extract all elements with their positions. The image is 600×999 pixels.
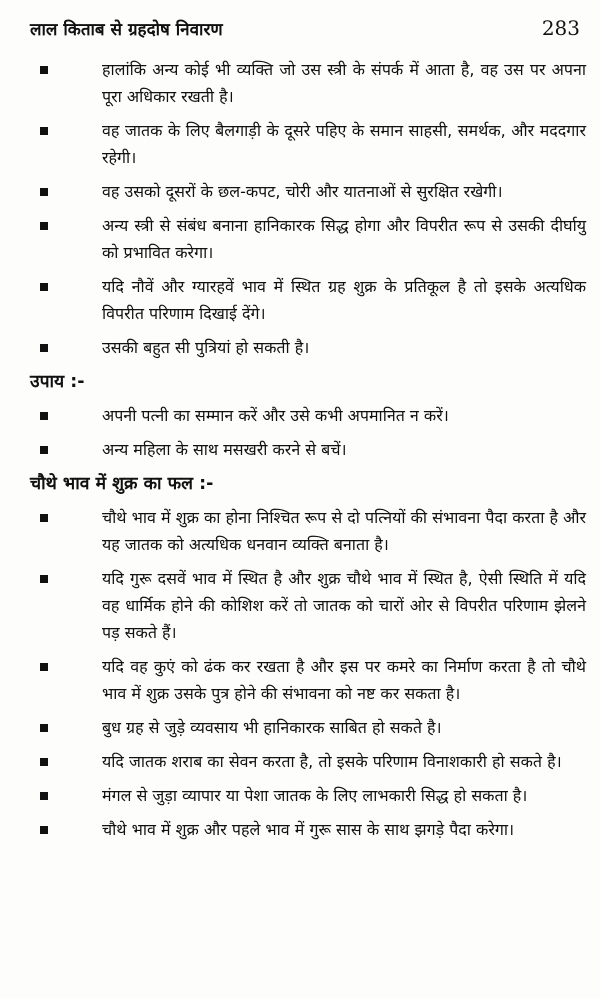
list-item — [30, 117, 586, 171]
list-item-text: अन्य महिला के साथ मसखरी करने से बचें। — [102, 440, 347, 459]
list-item — [30, 178, 586, 205]
header-title: लाल किताब से ग्रहदोष निवारण — [30, 20, 223, 40]
bullet-list-remedies — [30, 402, 586, 463]
bullet-list-fourth-house — [30, 504, 586, 843]
list-item — [30, 273, 586, 327]
page-content — [30, 56, 586, 850]
list-item — [30, 334, 586, 361]
list-item-text: चौथे भाव में शुक्र और पहले भाव में गुरू सास के साथ झगड़े पैदा करेगा। — [102, 820, 515, 839]
page-number: 283 — [541, 16, 580, 40]
list-item — [30, 436, 586, 463]
list-item — [30, 653, 586, 707]
square-bullet-icon — [40, 514, 48, 522]
square-bullet-icon — [40, 283, 48, 291]
square-bullet-icon — [40, 663, 48, 671]
square-bullet-icon — [40, 66, 48, 74]
list-item — [30, 782, 586, 809]
list-item — [30, 402, 586, 429]
list-item-text: उसकी बहुत सी पुत्रियां हो सकती है। — [102, 338, 310, 357]
list-item-text: अन्य स्त्री से संबंध बनाना हानिकारक सिद्ध होगा और विपरीत रूप से उसकी दीर्घायु को प्रभावित करेगा। — [102, 216, 586, 262]
running-header — [30, 16, 580, 44]
square-bullet-icon — [40, 758, 48, 766]
fourth-house-heading: चौथे भाव में शुक्र का फल :- — [30, 474, 214, 494]
list-item-text: हालांकि अन्य कोई भी व्यक्ति जो उस स्त्री के संपर्क में आता है, वह उस पर अपना पूरा अधिकार रखती है। — [102, 60, 586, 106]
remedies-heading: उपाय :- — [30, 372, 85, 392]
square-bullet-icon — [40, 344, 48, 352]
bullet-list-effects — [30, 56, 586, 361]
square-bullet-icon — [40, 127, 48, 135]
list-item — [30, 504, 586, 558]
list-item-text: यदि वह कुएं को ढंक कर रखता है और इस पर कमरे का निर्माण करता है तो चौथे भाव में शुक्र उसके पुत्र होने की संभावना को नष्ट कर सकता है। — [102, 657, 586, 703]
list-item — [30, 56, 586, 110]
square-bullet-icon — [40, 826, 48, 834]
list-item — [30, 748, 586, 775]
square-bullet-icon — [40, 446, 48, 454]
square-bullet-icon — [40, 724, 48, 732]
list-item-text: चौथे भाव में शुक्र का होना निश्चित रूप से दो पत्नियों की संभावना पैदा करता है और यह जातक को अत्यधिक धनवान व्यक्ति बनाता है। — [102, 508, 586, 554]
square-bullet-icon — [40, 575, 48, 583]
square-bullet-icon — [40, 188, 48, 196]
square-bullet-icon — [40, 412, 48, 420]
list-item-text: वह जातक के लिए बैलगाड़ी के दूसरे पहिए के समान साहसी, समर्थक, और मददगार रहेगी। — [102, 121, 586, 167]
list-item-text: यदि नौवें और ग्यारहवें भाव में स्थित ग्रह शुक्र के प्रतिकूल है तो इसके अत्यधिक विपरीत परिणाम दिखाई देंगे। — [102, 277, 586, 323]
list-item — [30, 816, 586, 843]
list-item-text: बुध ग्रह से जुड़े व्यवसाय भी हानिकारक साबित हो सकते है। — [102, 718, 442, 737]
list-item — [30, 714, 586, 741]
list-item-text: मंगल से जुड़ा व्यापार या पेशा जातक के लिए लाभकारी सिद्ध हो सकता है। — [102, 786, 528, 805]
list-item-text: यदि जातक शराब का सेवन करता है, तो इसके परिणाम विनाशकारी हो सकते है। — [102, 752, 562, 771]
list-item-text: वह उसको दूसरों के छल-कपट, चोरी और यातनाओं से सुरक्षित रखेगी। — [102, 182, 503, 201]
list-item — [30, 212, 586, 266]
list-item-text: अपनी पत्नी का सम्मान करें और उसे कभी अपमानित न करें। — [102, 406, 449, 425]
list-item-text: यदि गुरू दसवें भाव में स्थित है और शुक्र चौथे भाव में स्थित है, ऐसी स्थिति में यदि वह धार्मिक होने की कोशिश करें तो जातक को चारों ओर से विपरीत परिणाम झेलने पड़ सकते हैं। — [102, 569, 586, 642]
square-bullet-icon — [40, 222, 48, 230]
square-bullet-icon — [40, 792, 48, 800]
list-item — [30, 565, 586, 646]
